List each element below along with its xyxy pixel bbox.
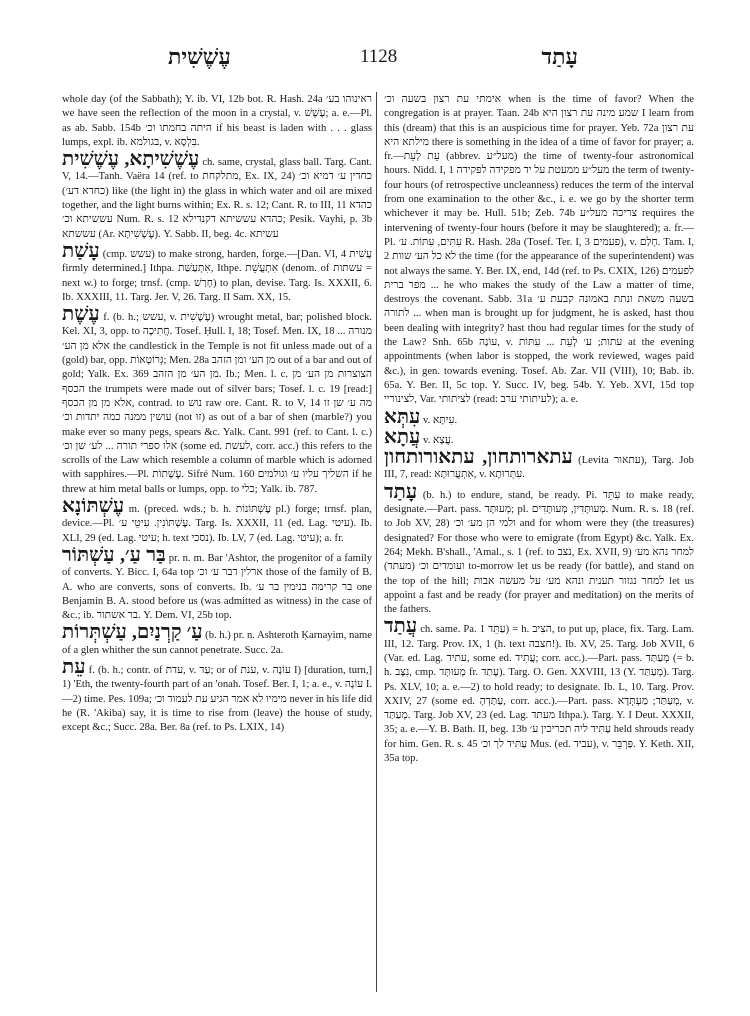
entry — [62, 150, 372, 242]
entry — [62, 543, 372, 623]
entry-text: f. (b. h.; עשש, v. עֶשֶׁשִׁית) wrought metal, bar; polished block. Kel. XI, 3, opp. to חֲתִיכָה. Tosef. Ḥull. I, 18; Tosef. Men. IX, 18 מנורה ... אלא מן הע׳ the candlestick in the Temple is not fit unless made out of a (gold) bar, opp. גְּרוֹטָאוֹת; Men. 28a מן הע׳ ומן הזהב out of a bar and out of gold; Yalk. Ex. 369 מן הע׳ מן הזהב. Ib.; Men. l. c. הצוצרות מן הע׳ מן הכסף the trumpets were made out of silver bars; Tosef. l. c. 19 [read:] אלא מן מן הכסף, contrad. to נוש raw ore. Cant. R. to V, 14 מה ע׳ שן זו עושין ממנה כמה יתדות וכ׳ (not זוּ) as out of a bar of shen (marble?) you make ever so many pegs, spears &c. Yalk. Cant. 991 (ref. to Cant. l. c.) אלו ספרי תורה ... לע׳ שן וכ׳ (some ed. לעשת, corr. acc.) this refers to the scrolls of the Law which resemble a column of marble which is adorned with sapphires.—Pl. עֶשָׁתוֹת. Sifré Num. 160 השליך עליו ע׳ וגולמים if he threw at him metal balls or lumps, opp. to כלי; Yalk. ib. 787. — [62, 312, 372, 495]
page-number: 1128 — [360, 46, 398, 67]
entry — [62, 305, 372, 497]
entry-text: (b. h.) to endure, stand, be ready. Pi. עִתֵּד to make ready, designate.—Part. pass. מְעוּתָּד; pl. מְעוּתָּדִין, מְעוּתָּדִים. Num. R. s. 18 (ref. to Job XV, 28) ולמי הן מע׳ וכ׳ and for whom were they (the treasures) designated? For those who were to emigrate (from Egypt) &c. Yalk. Ex. 264; Mekh. B'shall., 'Amal., s. 1 (ref. to נצב, Ex. XVII, 9) למחר נהא מע׳ ועומדים וכ׳ (מעתד) to-morrow let us be ready (for battle), and stand on the top of the hill; למחר נגזור תענית ונהא מע׳ על מעשה אבות let us appoint a fast and be ready (for prayer and meditation) on the merits of the fathers. — [384, 489, 694, 616]
entry — [384, 617, 694, 766]
entry — [62, 239, 372, 305]
entry-text: (cmp. עשש) to make strong, harden, forge.—[Dan. VI, 4 עֲשִׁית firmly determined.] Ithpa. אִתְעַשַּׁת, Ithpe. אִתְעֲשֵׁת (denom. of עשתות = next w.) to forge; trnsf. (cmp. חָרַשׁ) to plan, devise. Targ. Is. XXXII, 6. Ib. XXXIII, 11. Targ. Jer. V, 26. Targ. II Sam. XX, 15. — [62, 248, 372, 303]
header-left-word: עֶשֶׁשִׁית — [168, 44, 231, 69]
entry-headword: עָשַׁת — [62, 239, 100, 262]
entry-text: whole day (of the Sabbath); Y. ib. VI, 12b bot. R. Hash. 24a ראינוהו בע׳ we have seen the reflection of the moon in a crystal, v. עָשָׁשׁ; a. e.—Pl. as ab. Sabb. 154b היתה בחמתו וכ׳ if his beast is laden with . . . glass lumps, expl. ib. בגולמא, v. בִּלְסָא. — [62, 94, 372, 148]
entry-headword: עִתְּא — [384, 405, 421, 428]
entry-text: אימתי עת רצון בשעה וכ׳ when is the time of favor? When the congregation is at prayer. Taan. 24b שמע מינה עת רצון היא I learn from this (dream) that this is an auspicious time for prayer. Yeb. 72a עת רצון מילתא היא there is something in the idea of a time of favor for prayer; a. fr.—עֵת לְעֵת (abbrev. מעל״ע) the time of twenty-four astronomical hours. Nidd. I, 1 מעל״ע ממעטת על יד מפקידה לפקידה the term of twenty-four hours (of retrospective uncleanness) reduces the term of the interval from one examination to the other &c., i. e. we go by the shorter term whichever it may be. Hull. 51b; Zeb. 74b צריכה מעל״ע requires the intervening of twenty-four hours (before it may be slaughtered); a. fr.—Pl. עִתִּים, עִתּוֹת. ע׳ R. Hash. 28a (Tosef. Ter. I, 3 פעמים), v. חָלַם. Tam. I, 2 לא כל הע׳ שוות the time (for the appearance of the superintendent) was not always the same. Y. Ber. IX, end, 14d (ref. to Ps. CXIX, 126) לפעמים ... מפר ברית he who makes the study of the Law a matter of time, destroys the covenant. Sabb. 31a בשעה משאת ונתת באמונה קבעת ע׳ לתורה ... when man is brought up for judgment, he is asked, hast thou been dealing with integrity? hast thou had regular times for the study of the Law? Snh. 65b עוֹנָה, v. עתות; ע׳ לְעֵת ... עִתּוֹת at the evening appointments (when labor is stopped, the work reviewed, wages paid &c.), in gen. towards evening. Tosef. Ab. Zar. VII (VIII), 10; Bab. ib. 65a. Y. Ber. II, 5c top. Y. Succ. IV, beg. 54b. Y. Yeb. XVI, 15d top לצינוריי, Var. לציתותי (read: לעיתותי ערב); a. e. — [384, 94, 694, 406]
entry-text: f. (b. h.; contr. of עדת, v. עַד; or of ענת, v. עוֹנָה I) [duration, turn,] 1) 'Eth, the twenty-fourth part of an 'onah. Tosef. Ber. I, 1; a. e., v. עוֹנָה I.—2) time. Pes. 109a; מימיו לא אמר הגיע עת לעמוד וכ׳ never in his life did he (R. 'Akiba) say, it is time to rise from (leave) the house of study, except &c.; Succ. 28a. Ber. 8a (ref. to Ps. LXIX, 14) — [62, 664, 372, 734]
header-right-word: עָתַד — [541, 44, 578, 69]
left-column — [62, 88, 372, 1000]
entry-headword: בַּר עַ׳, עַשְׁתּוֹר — [62, 543, 166, 566]
page-header — [60, 44, 690, 78]
entry-headword: עֵת — [62, 655, 86, 678]
entry-text: (Levita עתאור), Targ. Job III, 7, read: אִתְעֲרוּתָא, v. עִתְּרוּתָא. — [384, 455, 694, 481]
entry — [62, 655, 372, 735]
entry — [62, 623, 372, 658]
entry-headword: עַ׳ קַרְנַיִם, עַשְׁתְּרוֹת — [62, 621, 203, 644]
entry-text: ch. same. Pa. עַתֵּד 1) = h. הצִיב, to put up, place, fix. Targ. Lam. III, 12. Targ. Prov. IX, 1 (h. text חצבה!). Ib. XV, 25. Targ. Job XVII, 6 (Var. ed. Lag. עתיד, some ed. עֲתִיד; corr. acc.).—Part. pass. מְעַתַּד (= b. h. נִצָּב, cmp. מְעוּתָּד fr. עָתַד). Targ. O. Gen. XXVIII, 13 (Y. מְעַתַּד). Targ. Ps. XLV, 10; a. e.—2) to hold ready; to designate. Ib. L, 10. Targ. Prov. XXIV, 27 (some ed. עַתַּדְהָ, corr. acc.).—Part. pass. מְעַתַּד; מַעְתְּדָא, v. מְעַתַּד. Targ. Job XV, 23 (ed. Lag. מעתד Ithpa.). Targ. Y. I Deut. XXXII, 35; a. e.—Y. B. Bath. II, beg. 13b עַתִּיד ליה תכריכין ע׳ held shrouds ready for him. Gen. R. s. 45 עַתִּיד לך וכ׳ Mus. (ed. עביד), v. פַּרְבֵּר. Y. Keth. XII, 35a top. — [384, 624, 694, 765]
entry-text: v. עֲצָא. — [423, 434, 454, 446]
entry-text: v. עִיתָּא. — [423, 414, 458, 426]
entry-headword: עֲתַד — [384, 615, 418, 638]
entry-text: ch. same, crystal, glass ball. Targ. Cant. V, 14.—Tanh. Vaëra 14 (ref. to מתלקחת, Ex. IX, 24) כחדין ע׳ דמיא וכ׳ (כחדא דע׳) like (the light in) the glass in which water and oil are mixed together, and the light burns within; Ex. R. s. 12; Cant. R. to III, 11 כהדא עששיתא וכ׳ Num. R. s. 12 כהדא עששיתא דקנדילא; Pesik. Vayhi, p. 3b עששתא (Ar. עֶשָׁשִׁיתָא). Y. Sabb. II, beg. 4c. עשיתא — [62, 157, 372, 240]
entry — [384, 480, 694, 618]
entry-headword: עֶשֶׁת — [62, 303, 100, 326]
entry-headword: עתארותחון, עתאורותחון — [384, 446, 573, 469]
column-divider — [376, 92, 377, 992]
entry-text: pr. n. m. Bar 'Ashtor, the progenitor of a family of converts. Y. Bicc. I, 64a top ארלין דבר ע׳ וכ׳ those of the family of B. A. who are converts, sons of converts. Ib. בר קרימה בנימין בר ע׳ one Benjamin B. A. stood before us (was admitted as witness) in the case of &c.; ib. בר אשתור. Y. Dem. VI, 25b top. — [62, 552, 372, 622]
entry-headword: עֶשֶׁשִׁיתָא, עֶשֶׁשִׁית — [62, 148, 200, 171]
entry — [384, 425, 694, 448]
entry-headword: עֶשְׁתּוֹנָא — [62, 495, 125, 518]
entry-text: m. (preced. wds.; b. h. עֶשְׁתּוֹנוֹת pl.) forge; trnsf. plan, device.—Pl. עֶשְׁתּוֹנִין. עִיטֵי ע׳. Targ. Is. XXXII, 11 (ed. Lag. עיטי). Ib. XLI, 29 (ed. Lag. עיטי; h. text נסכי). Ib. LV, 7 (ed. Lag. עיטי); a. fr. — [62, 504, 372, 544]
entry — [384, 448, 694, 483]
entry-text: (b. h.) pr. n. Ashteroth Ḳarnayim, name of a glen whither the sun cannot penetrate. Succ. 2a. — [62, 630, 372, 656]
entry — [384, 88, 694, 408]
entry — [384, 405, 694, 428]
right-column — [384, 88, 694, 1000]
entry-headword: עָתַד — [384, 480, 418, 503]
entry-headword: עֲתָא — [384, 425, 421, 448]
entry — [62, 88, 372, 150]
entry — [62, 497, 372, 546]
